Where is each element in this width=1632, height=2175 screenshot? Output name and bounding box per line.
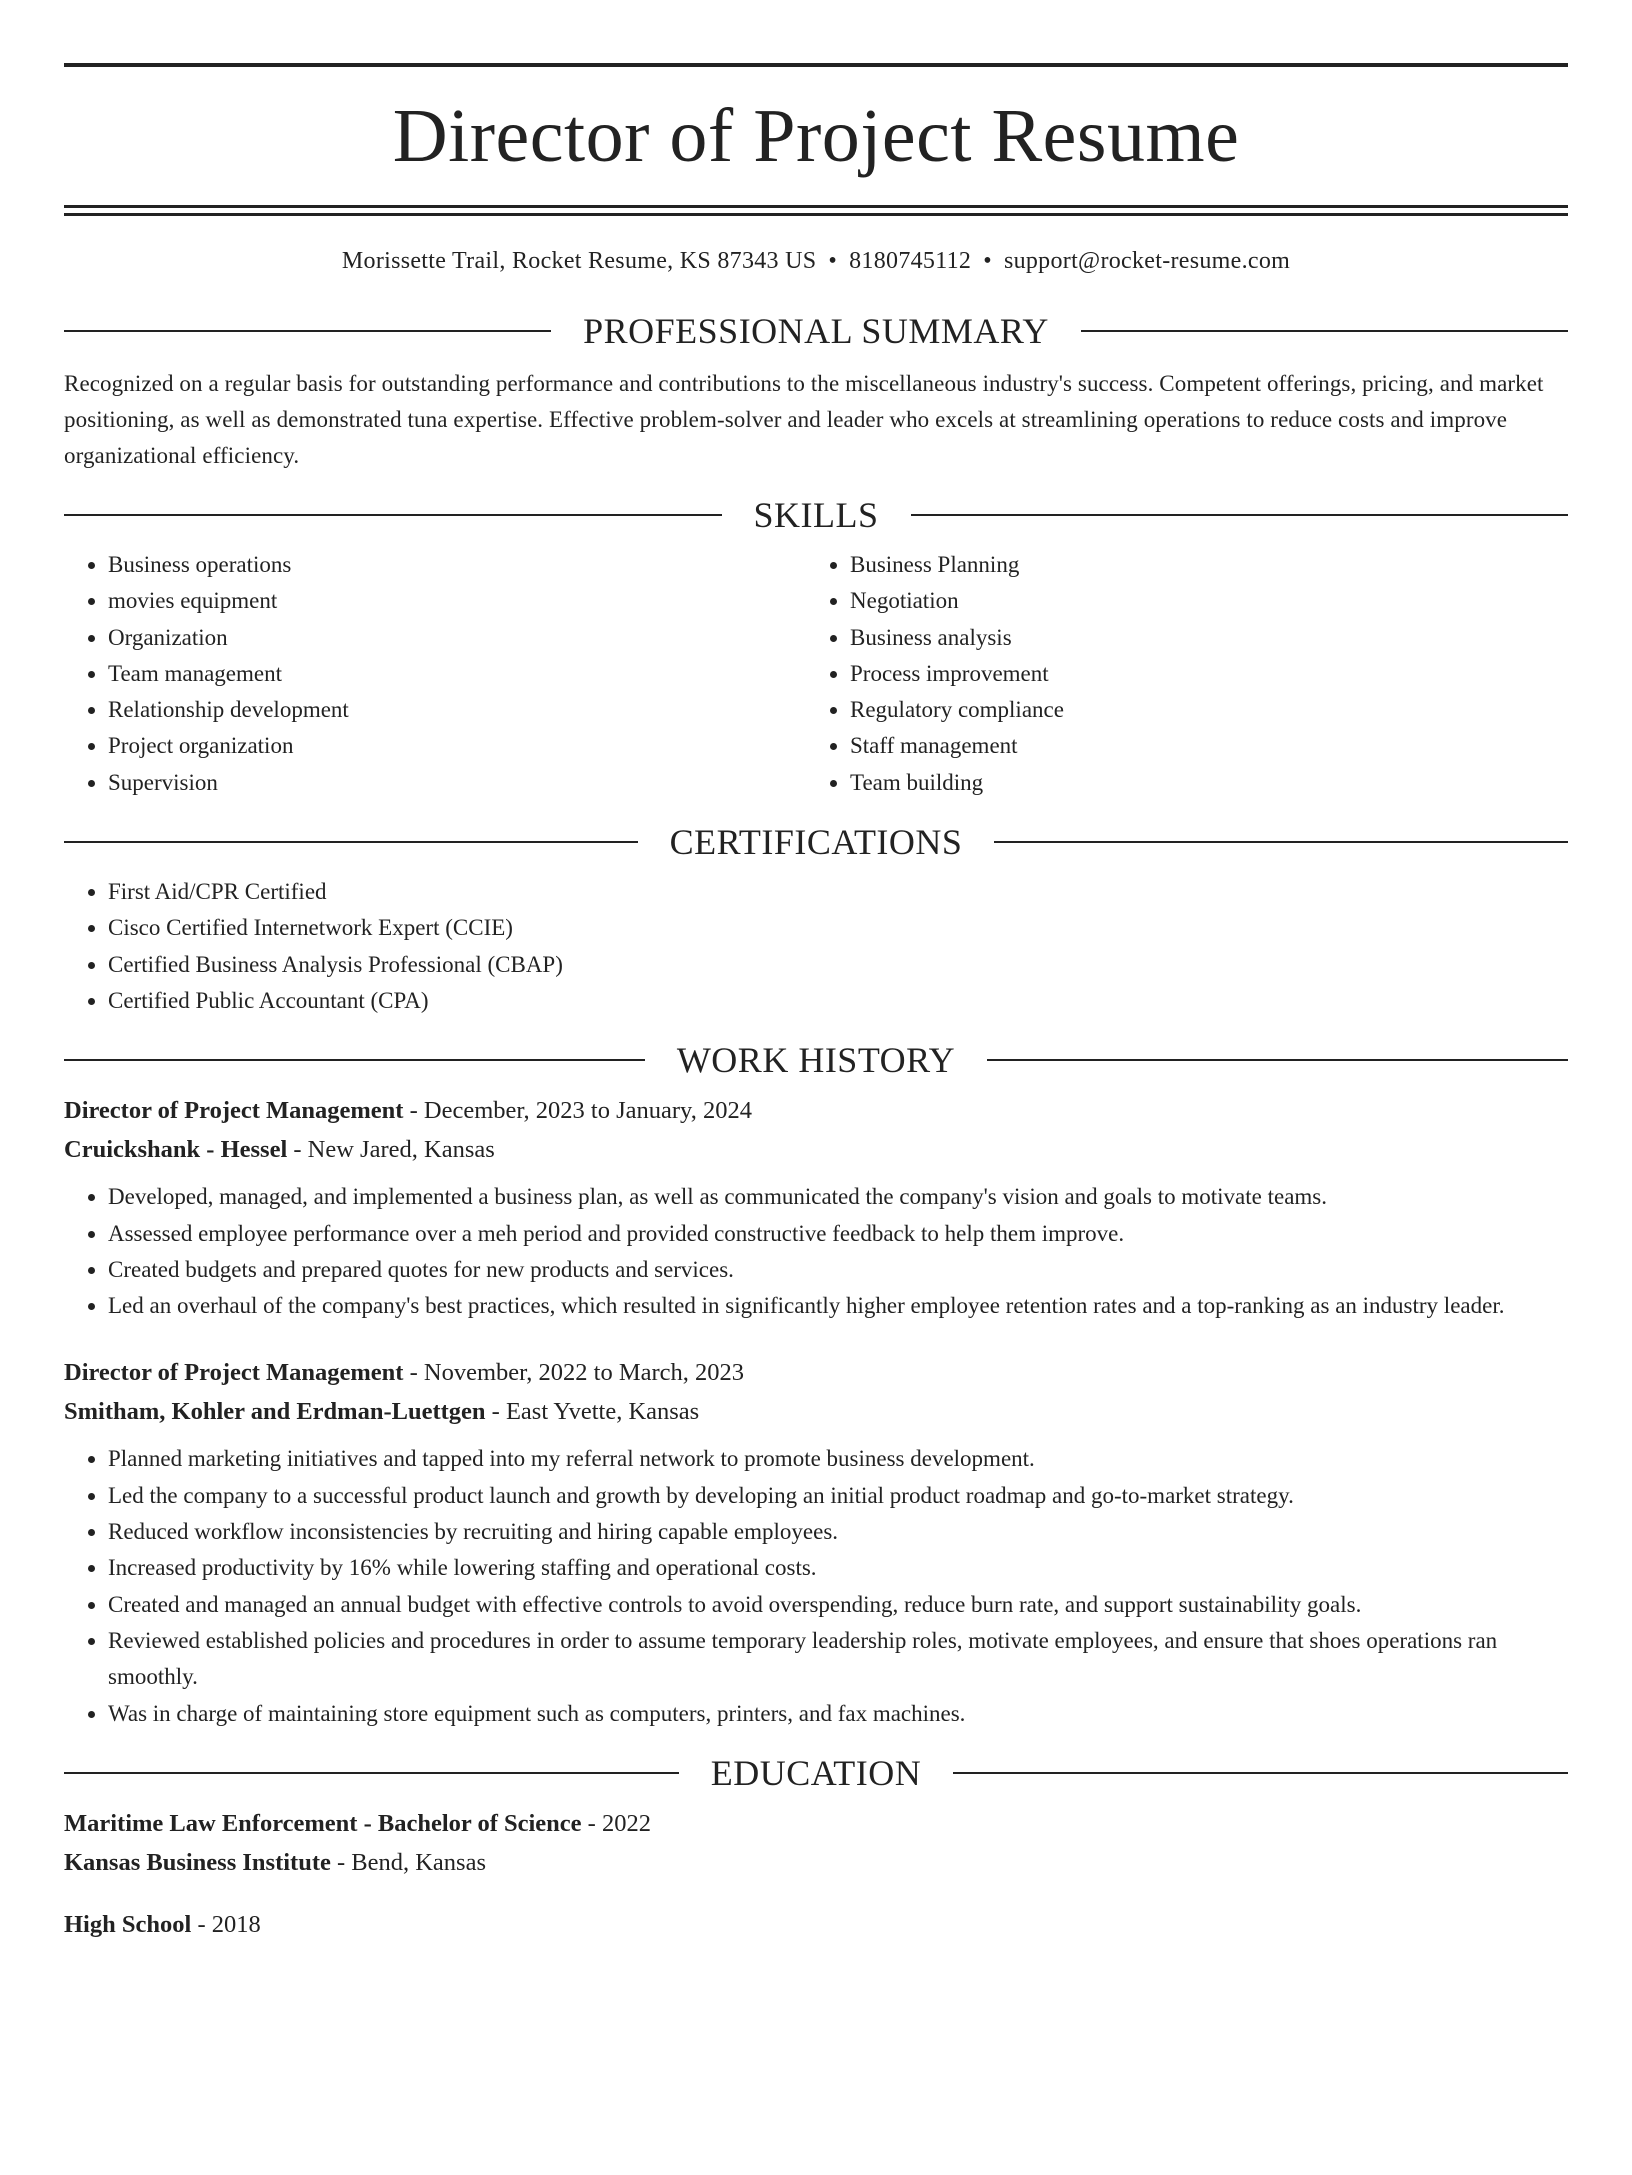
skills-column-right xyxy=(806,547,1568,801)
heading-rule-right xyxy=(953,1772,1568,1774)
work-history-heading-label: WORK HISTORY xyxy=(676,1040,956,1081)
certification-item: • Certified Business Analysis Professional (CBAP) xyxy=(108,947,1568,983)
education-school: Kansas Business Institute xyxy=(64,1848,331,1876)
certification-item: • Certified Public Accountant (CPA) xyxy=(108,983,1568,1019)
job-bullet: • Increased productivity by 16% while lowering staffing and operational costs. xyxy=(108,1550,1568,1586)
job-bullets xyxy=(64,1441,1568,1731)
job-bullet: • Led an overhaul of the company's best practices, which resulted in significantly higher employee retention rates and a top-ranking as an industry leader. xyxy=(108,1288,1568,1324)
skill-item: • Relationship development xyxy=(108,692,806,728)
skill-item: • Negotiation xyxy=(850,583,1568,619)
heading-rule-right xyxy=(1081,330,1568,332)
work-history-heading xyxy=(64,1035,1568,1085)
job-bullet: • Reduced workflow inconsistencies by recruiting and hiring capable employees. xyxy=(108,1514,1568,1550)
summary-text: Recognized on a regular basis for outstanding performance and contributions to the miscellaneous industry's success. Competent offerings, pricing, and market positioning, as well as demonstrated tuna expertise. Effective problem-solver and leader who excels at streamlining operations to reduce costs and improve organizational efficiency. xyxy=(64,371,1544,468)
heading-rule-right xyxy=(987,1059,1568,1061)
job-company-line xyxy=(64,1130,1568,1169)
job-entry xyxy=(64,1353,1568,1731)
education-degree-line xyxy=(64,1804,1568,1843)
summary-heading-label: PROFESSIONAL SUMMARY xyxy=(583,311,1049,351)
skill-item: • Organization xyxy=(108,620,806,656)
job-bullet: • Reviewed established policies and procedures in order to assume temporary leadership roles, motivate employees, and ensure that shoes operations ran smoothly. xyxy=(108,1623,1568,1696)
job-bullets xyxy=(64,1179,1568,1324)
education-heading-label: EDUCATION xyxy=(710,1752,922,1793)
skill-item: • Team management xyxy=(108,656,806,692)
job-title-line xyxy=(64,1353,1568,1392)
education-year: - 2022 xyxy=(581,1809,651,1837)
education-heading xyxy=(64,1748,1568,1798)
certifications-list xyxy=(64,874,1568,1019)
certifications-heading-label: CERTIFICATIONS xyxy=(669,822,963,863)
heading-rule-right xyxy=(911,514,1569,516)
skills-list xyxy=(64,547,1568,801)
skill-item: • Team building xyxy=(850,765,1568,801)
skill-item: • Staff management xyxy=(850,728,1568,764)
skill-item: • Business operations xyxy=(108,547,806,583)
job-entry xyxy=(64,1091,1568,1324)
contact-separator: • xyxy=(983,248,992,274)
heading-rule-left xyxy=(64,514,722,516)
heading-rule-left xyxy=(64,841,638,843)
contact-email: support@rocket-resume.com xyxy=(1003,248,1291,274)
job-bullet: • Created budgets and prepared quotes for new products and services. xyxy=(108,1252,1568,1288)
skill-item: • Process improvement xyxy=(850,656,1568,692)
skills-heading-label: SKILLS xyxy=(753,495,879,535)
skill-item: • Business Planning xyxy=(850,547,1568,583)
education-entry xyxy=(64,1905,1568,1944)
job-company: Smitham, Kohler and Erdman-Luettgen xyxy=(64,1398,486,1426)
job-location: - East Yvette, Kansas xyxy=(485,1398,700,1426)
education-school-line xyxy=(64,1843,1568,1882)
skill-item: • Regulatory compliance xyxy=(850,692,1568,728)
skill-item: • movies equipment xyxy=(108,583,806,619)
job-title: Director of Project Management xyxy=(64,1097,404,1125)
page-title: Director of Project Resume xyxy=(392,94,1240,178)
job-title: Director of Project Management xyxy=(64,1359,404,1387)
title-double-rule xyxy=(64,205,1568,216)
certification-item: • Cisco Certified Internetwork Expert (CCIE) xyxy=(108,910,1568,946)
job-dates: - December, 2023 to January, 2024 xyxy=(403,1097,752,1125)
heading-rule-right xyxy=(994,841,1568,843)
heading-rule-left xyxy=(64,330,551,332)
education-location: - Bend, Kansas xyxy=(330,1848,486,1876)
contact-separator: • xyxy=(828,248,838,274)
job-bullet: • Assessed employee performance over a meh period and provided constructive feedback to help them improve. xyxy=(108,1216,1568,1252)
job-bullet: • Led the company to a successful product launch and growth by developing an initial product roadmap and go-to-market strategy. xyxy=(108,1478,1568,1514)
heading-rule-left xyxy=(64,1059,645,1061)
job-bullet: • Was in charge of maintaining store equipment such as computers, printers, and fax machines. xyxy=(108,1696,1568,1732)
education-year: - 2018 xyxy=(191,1910,261,1938)
job-bullet: • Planned marketing initiatives and tapped into my referral network to promote business development. xyxy=(108,1441,1568,1477)
contact-address: Morissette Trail, Rocket Resume, KS 87343 US xyxy=(341,248,817,274)
job-bullet: • Developed, managed, and implemented a business plan, as well as communicated the company's vision and goals to motivate teams. xyxy=(108,1179,1568,1215)
contact-phone: 8180745112 xyxy=(849,248,972,274)
summary-heading xyxy=(64,306,1568,356)
education-degree: Maritime Law Enforcement - Bachelor of Science xyxy=(64,1809,582,1837)
skill-item: • Project organization xyxy=(108,728,806,764)
certification-item: • First Aid/CPR Certified xyxy=(108,874,1568,910)
certifications-heading xyxy=(64,817,1568,867)
contact-line xyxy=(64,246,1568,276)
education-entry xyxy=(64,1804,1568,1882)
resume-page xyxy=(0,63,1632,2175)
job-title-line xyxy=(64,1091,1568,1130)
education-degree-line xyxy=(64,1905,1568,1944)
skill-item: • Supervision xyxy=(108,765,806,801)
job-location: - New Jared, Kansas xyxy=(287,1136,495,1164)
job-company-line xyxy=(64,1392,1568,1431)
skills-column-left xyxy=(64,547,806,801)
job-company: Cruickshank - Hessel xyxy=(64,1136,288,1164)
job-dates: - November, 2022 to March, 2023 xyxy=(403,1359,745,1387)
job-bullet: • Created and managed an annual budget with effective controls to avoid overspending, reduce burn rate, and support sustainability goals. xyxy=(108,1587,1568,1623)
skill-item: • Business analysis xyxy=(850,620,1568,656)
skills-heading xyxy=(64,490,1568,540)
education-degree: High School xyxy=(64,1910,192,1938)
heading-rule-left xyxy=(64,1772,679,1774)
